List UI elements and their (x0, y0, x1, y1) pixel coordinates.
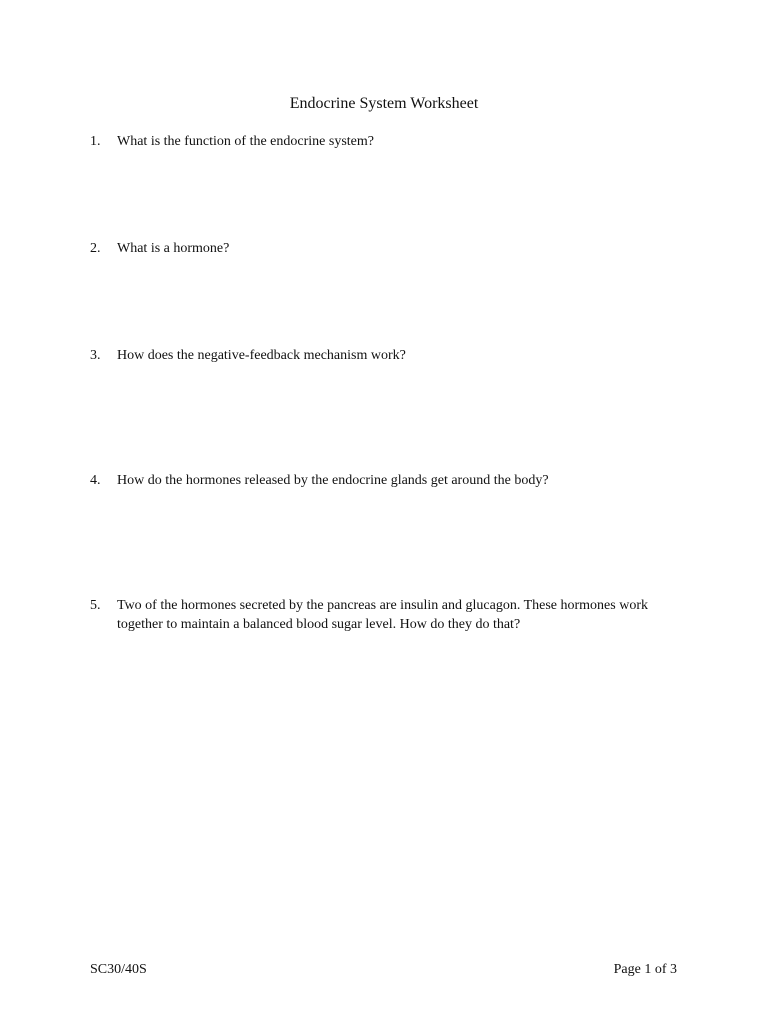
footer-page-number: Page 1 of 3 (613, 962, 677, 977)
question-text: What is the function of the endocrine system? (117, 134, 374, 149)
question-item (90, 596, 680, 634)
footer-course-code: SC30/40S (90, 962, 147, 977)
question-item (90, 346, 680, 365)
question-number: 2. (90, 241, 101, 256)
question-number: 1. (90, 134, 101, 149)
question-number: 3. (90, 348, 101, 363)
question-text: How do the hormones released by the endocrine glands get around the body? (117, 473, 549, 488)
question-text: What is a hormone? (117, 241, 230, 256)
question-number: 5. (90, 598, 101, 613)
question-item (90, 132, 680, 151)
question-text: Two of the hormones secreted by the pancreas are insulin and glucagon. These hormones work together to maintain a balanced blood sugar level. How do they do that? (117, 598, 648, 632)
question-item (90, 471, 680, 490)
document-title: Endocrine System Worksheet (289, 95, 479, 112)
question-item (90, 239, 680, 258)
question-text: How does the negative-feedback mechanism work? (117, 348, 406, 363)
question-number: 4. (90, 473, 101, 488)
